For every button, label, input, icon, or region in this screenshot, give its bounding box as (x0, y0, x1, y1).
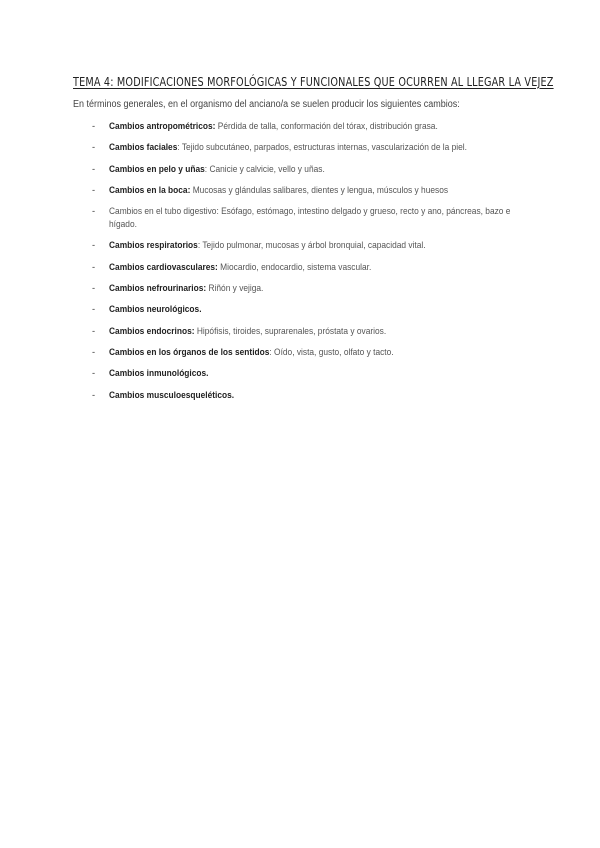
list-item-description: : Oído, vista, gusto, olfato y tacto. (269, 346, 394, 357)
list-item-name: Cambios en el tubo digestivo: (109, 206, 219, 217)
list-item-name: Cambios endocrinos: (109, 325, 195, 336)
bullet-dash: - (92, 368, 96, 379)
list-item-text (109, 184, 512, 197)
list-item-description: : Tejido pulmonar, mucosas y árbol bronquial, capacidad vital. (197, 240, 426, 251)
list-item-name: Cambios en pelo y uñas (109, 163, 205, 174)
list-item-text (109, 346, 512, 359)
changes-list (92, 120, 512, 410)
list-item (92, 389, 512, 402)
list-item-text (109, 367, 512, 380)
list-item-description: Esófago, estómago, intestino delgado y grueso, recto y ano, páncreas, bazo e hígado. (109, 206, 511, 230)
bullet-dash: - (92, 240, 96, 251)
list-item-description: Pérdida de talla, conformación del tórax, distribución grasa. (215, 121, 438, 131)
list-item (92, 120, 512, 133)
list-item-text (109, 282, 512, 295)
list-item-description: : Canicie y calvicie, vello y uñas. (204, 163, 325, 174)
list-item (92, 163, 512, 176)
bullet-dash: - (92, 325, 96, 336)
list-item-text (109, 303, 512, 316)
bullet-dash: - (92, 261, 96, 272)
list-item-text (109, 205, 512, 231)
bullet-dash: - (92, 389, 96, 400)
list-item-name: Cambios antropométricos: (109, 121, 216, 131)
bullet-dash: - (92, 184, 96, 195)
bullet-dash: - (92, 346, 96, 357)
list-item-name: Cambios en los órganos de los sentidos (109, 346, 270, 357)
list-item (92, 346, 512, 359)
list-item-text (109, 163, 512, 176)
list-item (92, 184, 512, 197)
list-item (92, 325, 512, 338)
list-item-text (109, 120, 512, 133)
list-item-text (109, 239, 512, 252)
intro-paragraph: En términos generales, en el organismo del anciano/a se suelen producir los siguientes cambios: (73, 99, 460, 110)
list-item-name: Cambios cardiovasculares: (109, 261, 218, 272)
list-item-name: Cambios en la boca: (109, 184, 191, 195)
list-item-text (109, 141, 512, 154)
list-item-name: Cambios inmunológicos. (109, 368, 209, 379)
bullet-dash: - (92, 304, 96, 315)
list-item-name: Cambios respiratorios (109, 240, 198, 251)
document-title: TEMA 4: MODIFICACIONES MORFOLÓGICAS Y FUNCIONALES QUE OCURREN AL LLEGAR LA VEJEZ (73, 74, 554, 89)
bullet-dash: - (92, 206, 96, 217)
list-item-text (109, 261, 512, 274)
list-item (92, 367, 512, 380)
list-item (92, 239, 512, 252)
list-item-name: Cambios neurológicos. (109, 304, 202, 315)
list-item (92, 141, 512, 154)
list-item-text (109, 325, 512, 338)
list-item-name: Cambios musculoesqueléticos. (109, 389, 235, 400)
list-item (92, 303, 512, 316)
bullet-dash: - (92, 283, 96, 294)
list-item-name: Cambios faciales (109, 142, 178, 153)
list-item-text (109, 389, 512, 402)
list-item (92, 261, 512, 274)
list-item-description: Miocardio, endocardio, sistema vascular. (217, 261, 372, 272)
bullet-dash: - (92, 142, 96, 153)
list-item-description: : Tejido subcutáneo, parpados, estructuras internas, vascularización de la piel. (177, 142, 467, 153)
list-item-name: Cambios nefrourinarios: (109, 283, 207, 294)
list-item (92, 282, 512, 295)
bullet-dash: - (92, 121, 96, 131)
list-item-description: Mucosas y glándulas salibares, dientes y lengua, músculos y huesos (190, 184, 449, 195)
list-item (92, 205, 512, 231)
bullet-dash: - (92, 163, 96, 174)
list-item-description: Hipófisis, tiroides, suprarenales, próstata y ovarios. (194, 325, 387, 336)
list-item-description: Riñón y vejiga. (206, 283, 264, 294)
